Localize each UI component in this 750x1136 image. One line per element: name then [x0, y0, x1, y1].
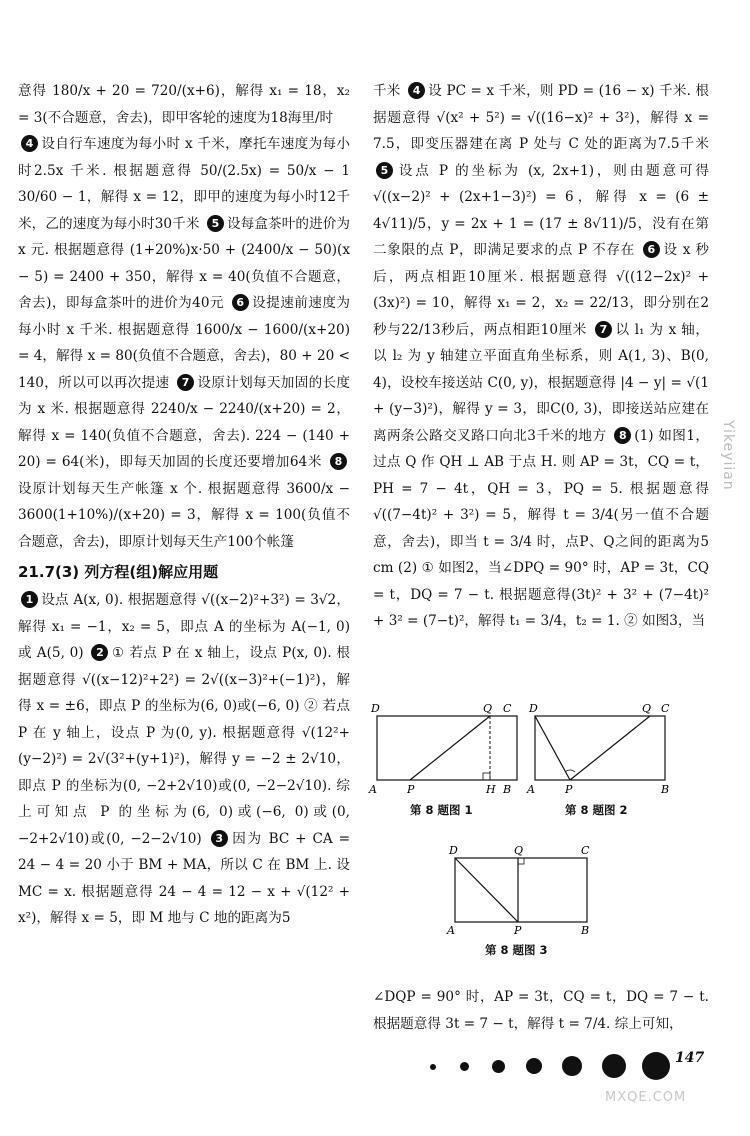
- answer-5-text: 设每盒茶叶的进价为 x 元. 根据题意得 (1+20%)x·50 + (2400/x − 50)(x − 5) = 2400 + 350，解得 x = 40(负值不合题意，舍去)，即每盒茶叶的进价为40元: [18, 215, 350, 311]
- badge-r6: 6: [643, 241, 660, 258]
- left-column: [18, 78, 350, 932]
- fig2-label-Q: Q: [642, 702, 652, 715]
- dot-7: [642, 1052, 670, 1080]
- fig1-caption: 第 8 题图 1: [410, 803, 473, 817]
- badge-r7: 7: [595, 321, 612, 338]
- r-answer-8-text: (1) 如图1，过点 Q 作 QH ⊥ AB 于点 H. 则 AP = 3t，CQ = t，PH = 7 − 4t，QH = 3，PQ = 5. 根据题意得 √((7−4t)² + 3²) = 5，解得 t = 3/4(另一值不合题意，舍去)，即当 t = 3/4 时，点P、Q之间的距离为5 cm (2) ① 如图2，当∠DPQ = 90° 时，AP = 3t，CQ = t，DQ = 7 − t. 根据题意得(3t)² + 3² + (7−4t)² + 3² = (7−t)²，解得 t₁ = 3/4，t₂ = 1. ② 如图3，当: [373, 427, 709, 629]
- s-answer-2-text: ① 若点 P 在 x 轴上，设点 P(x, 0). 根据题意得 √((x−12)²+2²) = 2√((x−3)²+(−1)²)，解得 x = ±6，即点 P 的坐标为(6, 0)或(−6, 0) ② 若点 P 在 y 轴上，设点 P 为(0, y). 根据题意得 √(12²+(y−2)²) = 2√(3²+(y+1)²)，解得 y = −2 ± 2√10，即点 P 的坐标为(0, −2+2√10)或(0, −2−2√10). 综上可知点 P 的坐标为(6, 0)或(−6, 0)或(0, −2+2√10)或(0, −2−2√10): [18, 645, 351, 847]
- dot-2: [460, 1062, 469, 1071]
- fig3-caption: 第 8 题图 3: [485, 943, 548, 957]
- section-answers: [18, 587, 350, 932]
- badge-8: 8: [330, 453, 347, 470]
- badge-6: 6: [232, 294, 249, 311]
- figures-area: [365, 698, 705, 958]
- badge-r4: 4: [408, 82, 425, 99]
- dot-6: [602, 1054, 626, 1078]
- dot-4: [526, 1058, 542, 1074]
- fig3-label-A: A: [447, 924, 455, 937]
- fig1-label-C: C: [503, 702, 512, 715]
- fig2-label-A: A: [527, 783, 535, 796]
- badge-4: 4: [21, 135, 38, 152]
- fig2-caption: 第 8 题图 2: [565, 803, 628, 817]
- badge-r8: 8: [614, 427, 631, 444]
- answer-6-text: 设提速前速度为每小时 x 千米. 根据题意得 1600/x − 1600/(x+20) = 4，解得 x = 80(负值不合题意，舍去)，80 + 20 < 140，所以可以再次提速: [18, 295, 350, 391]
- r-answer-5-text: 设点 P 的坐标为 (x, 2x+1)，则由题意可得 √((x−2)² + (2x+1−3)²) = 6，解得 x = (6 ± 4√11)/5，y = 2x + 1 = (17 ± 8√11)/5，没有在第二象限的点 P，即满足要求的点 P 不存在: [373, 162, 709, 258]
- r-answer-8-end: ∠DQP = 90° 时，AP = 3t，CQ = t，DQ = 7 − t. 根据题意得 3t = 7 − t，解得 t = 7/4. 综上可知，: [373, 989, 709, 1032]
- answer-4: [18, 131, 350, 555]
- figure-2: [526, 702, 670, 796]
- badge-s2: 2: [91, 644, 108, 661]
- s-answer-3-text: 因为 BC + CA = 24 − 4 = 20 小于 BM + MA，所以 C 在 BM 上. 设 MC = x. 根据题意得 24 − 4 = 12 − x + √(12² + x²)，解得 x = 5，即 M 地与 C 地的距离为5: [18, 830, 350, 926]
- watermark-text: MXQE.COM: [605, 1090, 687, 1105]
- side-watermark-text: Yikeyiian: [720, 420, 736, 491]
- figure-3: [446, 844, 590, 937]
- answer-4-text: 设自行车速度为每小时 x 千米，摩托车速度为每小时2.5x 千米. 根据题意得 50/(2.5x) = 50/x − 1 30/60 − 1，解得 x = 12，即甲的速度为每小时12千米，乙的速度为每小时30千米: [18, 136, 350, 232]
- page-number: 147: [675, 1050, 705, 1066]
- r-answer-7-text: 以 l₁ 为 x 轴，以 l₂ 为 y 轴建立平面直角坐标系，则 A(1, 3)、B(0, 4)，设校车接送站 C(0, y)，根据题意得 |4 − y| = √(1 + (y−3)²)，解得 y = 3，即C(0, 3)，即接送站应建在离两条公路交叉路口向北3千米的地方: [373, 321, 709, 444]
- right-answers: [373, 78, 709, 635]
- r-answer-4-text: 设 PC = x 千米，则 PD = (16 − x) 千米. 根据题意得 √(x² + 5²) = √((16−x)² + 3²)，解得 x = 7.5，即变压器建在离 P 处与 C 处的距离为7.5千米: [373, 83, 709, 152]
- fig2-label-C: C: [661, 702, 670, 715]
- fig2-label-P: P: [565, 783, 573, 796]
- right-cont-text: 千米: [373, 83, 401, 99]
- section-title: 21.7(3) 列方程(组)解应用题: [18, 563, 219, 581]
- fig1-label-H: H: [486, 783, 496, 796]
- badge-r5: 5: [376, 162, 393, 179]
- s-answer-1-text: 设点 A(x, 0). 根据题意得 √((x−2)²+3²) = 3√2，解得 x₁ = −1，x₂ = 5，即点 A 的坐标为 A(−1, 0) 或 A(5, 0): [18, 592, 350, 661]
- geometry-figures: [365, 698, 705, 958]
- r-answer-6-text: 设 x 秒后，两点相距10厘米. 根据题意得 √((12−2x)² + (3x)²) = 10，解得 x₁ = 2，x₂ = 22/13，即分别在2秒与22/13秒后，两点相距10厘米: [373, 242, 709, 338]
- fig2-label-B: B: [661, 783, 670, 796]
- badge-7: 7: [177, 374, 194, 391]
- fig1-label-A: A: [369, 783, 377, 796]
- right-column: [373, 78, 709, 698]
- fig2-label-D: D: [529, 702, 538, 715]
- badge-5: 5: [207, 215, 224, 232]
- answer-7-text: 设原计划每天加固的长度为 x 米. 根据题意得 2240/x − 2240/(x+20) = 2，解得 x = 140(负值不合题意，舍去). 224 − (140 + 20) = 64(米)，即每天加固的长度还要增加64米: [18, 374, 350, 470]
- dot-1: [430, 1064, 436, 1070]
- fig3-label-D: D: [449, 844, 458, 857]
- fig1-label-D: D: [371, 702, 380, 715]
- fig1-label-P: P: [407, 783, 415, 796]
- fig3-label-Q: Q: [514, 844, 524, 857]
- answer-8-text: 设原计划每天生产帐篷 x 个. 根据题意得 3600/x − 3600(1+10%)/(x+20) = 3，解得 x = 100(负值不合题意，舍去)，即原计划每天生产100个帐篷: [18, 480, 350, 550]
- badge-s1: 1: [21, 591, 38, 608]
- figure-1: [368, 702, 517, 796]
- fig1-label-B: B: [503, 783, 512, 796]
- right-column-end: [373, 984, 709, 1044]
- paragraph-prev-answer: 意得 180/x + 20 = 720/(x+6)，解得 x₁ = 18，x₂ = 3(不合题意，舍去)，即甲客轮的速度为18海里/时: [18, 83, 350, 126]
- fig3-label-C: C: [581, 844, 590, 857]
- fig1-label-Q: Q: [483, 702, 493, 715]
- dot-5: [562, 1056, 582, 1076]
- badge-s3: 3: [211, 830, 228, 847]
- fig3-label-P: P: [514, 924, 522, 937]
- dot-3: [492, 1060, 505, 1073]
- fig3-label-B: B: [581, 924, 590, 937]
